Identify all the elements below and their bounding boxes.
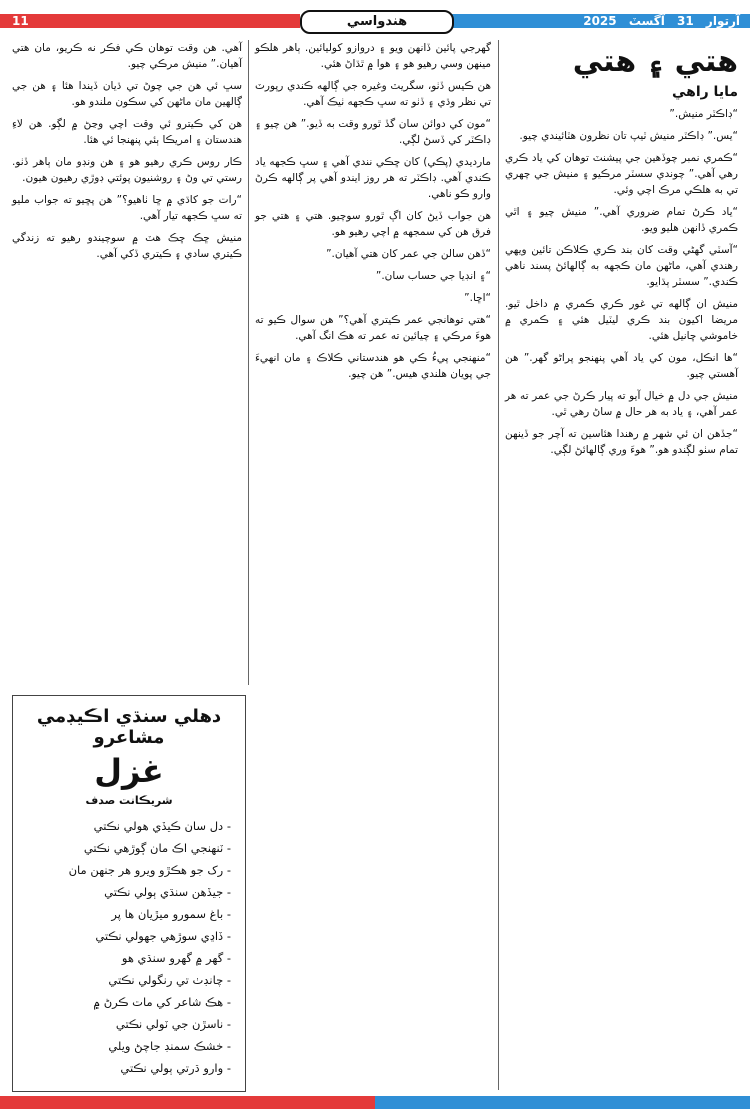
bottom-bar — [0, 1096, 750, 1109]
paragraph: “منهنجي پيءُ ڪي هو هندستاني ڪلاڪ ۽ مان انهيءَ جي پويان هلندي هيس.” هن چيو. — [255, 352, 491, 380]
paragraph: “اڇا.” — [464, 292, 491, 304]
poem-line: - خشڪ سمنڊ جاچڻ ويلي — [27, 1035, 231, 1057]
paragraph: منيش جي دل ۾ خيال آيو ته پيار ڪرڻ جي عمر ته هر عمر آهي، ۽ ياد به هر حال ۾ ساڻ رهي ٿي. — [505, 390, 738, 418]
poem-line: - ڏاڍي سوڙهي جهولي نڪتي — [27, 925, 231, 947]
poem-line: - گهر ۾ گهرو سنڌي هو — [27, 947, 231, 969]
paragraph: هن ڪيس ڏٺو، سگريٽ وغيره جي ڳالهه ڪندي رپورٽ تي نظر وڌي ۽ ڏٺو ته سڀ ڪجهه ٺيڪ آهي. — [255, 80, 491, 108]
paragraph: “ياد ڪرڻ تمام ضروري آهي.” منيش چيو ۽ اٿي ڪمري ڏانهن هليو ويو. — [505, 206, 738, 234]
paragraph: “ها انڪل، مون کي ياد آهي پنهنجو پراڻو گهر.” هن آهستي چيو. — [505, 352, 738, 380]
paragraph: هن کي ڪيترو ئي وقت اچي وڃڻ ۾ لڳو. هن لاءِ هندستان ۽ امريڪا ٻئي پنهنجا ئي هئا. — [12, 118, 242, 146]
month: آگسٽ — [628, 14, 665, 28]
column-3-body — [12, 40, 242, 262]
paragraph: منيش ڇڪ ڇڪ هٽ ۾ سوچيندو رهيو ته زندگي ڪيتري سادي ۽ ڪيتري ڏکي آهي. — [12, 232, 242, 260]
poem-line: - جيڏهن سنڌي ٻولي نڪتي — [27, 881, 231, 903]
poem-line: - ٽنهنجي اڪ مان ڳوڙهي نڪتي — [27, 837, 231, 859]
paragraph: ڪار روس ڪري رهيو هو ۽ هن ونڊو مان ٻاهر ڏٺو. رستي تي وڻ ۽ روشنيون پوئتي ڊوڙي رهيون هيون. — [12, 156, 242, 184]
poem-heading: دهلي سنڌي اڪيڊمي مشاعرو — [36, 706, 222, 748]
poem-box — [12, 695, 246, 1092]
column-divider — [248, 40, 249, 685]
paragraph: هن جواب ڏيڻ کان اڳ ٿورو سوچيو. هتي ۽ هتي جو فرق هن کي سمجهه ۾ اچي رهيو هو. — [255, 210, 491, 238]
paragraph: “ڏهن سالن جي عمر کان هتي آهيان.” — [326, 248, 491, 260]
column-2 — [255, 40, 491, 388]
top-bar — [0, 0, 750, 34]
paragraph: “آسٽي گهڻي وقت کان بند ڪري ڪلاڪن تائين ويهي رهندي آهي، ماڻهن مان ڪجهه به ڳالهائڻ پسند ناهي ڪندي.” سسٽر ٻڌايو. — [505, 244, 738, 288]
column-2-body — [255, 40, 491, 382]
paragraph: “رات جو کاڌي ۾ ڇا ٺاهيو؟” هن پڇيو ته جواب مليو ته سڀ ڪجهه تيار آهي. — [12, 194, 242, 222]
poem-line: - وارو ڌرتي ٻولي نڪتي — [27, 1057, 231, 1079]
page-number: 11 — [12, 14, 29, 28]
poem-line: - دل سان ڪيڏي هولي نڪتي — [27, 815, 231, 837]
poem-line: - هڪ شاعر کي مات ڪرڻ ۾ — [27, 991, 231, 1013]
column-divider — [498, 40, 499, 1090]
bottom-bar-red — [0, 1096, 375, 1109]
paragraph: گهرجي پائين ڏانهن ويو ۽ دروازو کوليائين. ٻاهر هلڪو مينهن وسي رهيو هو ۽ هوا ۾ ٿڌاڻ هئي. — [255, 42, 491, 70]
top-bar-red — [0, 14, 300, 28]
paragraph: آهي. هن وقت توهان ڪي فڪر نه ڪريو، مان هتي آهيان.” منيش مرڪي چيو. — [12, 42, 242, 70]
bottom-bar-blue — [375, 1096, 750, 1109]
column-3 — [12, 40, 242, 268]
date-number: 31 — [677, 14, 694, 28]
paragraph: “يس.” ڊاڪٽر منيش ٽيپ تان نظرون هٽائيندي چيو. — [519, 130, 738, 142]
poem-line: - چانڊٺ تي رنگولي نڪتي — [27, 969, 231, 991]
poem-line: - باغ سمورو ميڙيان ها پر — [27, 903, 231, 925]
paragraph: “ڪمري نمبر چوڏهين جي پيشنٽ توهان کي ياد ڪري رهي آهي.” چوندي سسٽر مرڪيو ۽ منيش جي چهري تي به هلڪي مرڪ اچي وئي. — [505, 152, 738, 196]
paragraph: “هتي توهانجي عمر ڪيتري آهي؟” هن سوال ڪيو ته هوءَ مرڪي ۽ چيائين ته عمر ته هڪ انگ آهي. — [255, 314, 491, 342]
poem-line: - رک جو هڪڙو ويرو هر جنهن مان — [27, 859, 231, 881]
paragraph: “مون کي دوائن سان گڏ ٿورو وقت به ڏيو.” هن چيو ۽ ڊاڪٽر کي ڏسڻ لڳي. — [255, 118, 491, 146]
poem-line: - ناسڙن جي ٽولي نڪتي — [27, 1013, 231, 1035]
day: آرتوار — [705, 14, 740, 28]
poem-genre: غزل — [94, 752, 164, 790]
poet-name: شريڪانت صدف — [85, 794, 173, 807]
article-author: مايا راهي — [671, 84, 738, 100]
column-1-body — [505, 106, 738, 458]
paragraph: “جڏهن ان ئي شهر ۾ رهندا هئاسين ته آچر جو ڏينهن تمام سٺو لڳندو هو.” هوءَ وري ڳالهائڻ لڳي. — [505, 428, 738, 456]
paragraph: “ڊاڪٽر منيش.” — [669, 108, 738, 120]
paragraph: سڀ ئي هن جي چوڻ تي ڌيان ڏيندا هئا ۽ هن جي ڳالهين مان ماڻهن کي سڪون ملندو هو. — [12, 80, 242, 108]
poem-lines — [13, 815, 245, 1079]
column-1 — [505, 40, 738, 464]
paragraph: منيش ان ڳالهه تي غور ڪري ڪمري ۾ داخل ٿيو. مريضا اکيون بند ڪري ليٽيل هئي ۽ ڪمري ۾ خاموشي ڇانيل هئي. — [505, 298, 738, 342]
masthead: هندواسي — [300, 10, 454, 34]
paragraph: مارديدي (پڪي) کان ڇڪي نندي آهي ۽ سڀ ڪجهه ياد ڪندي آهي. ڊاڪٽر ته هر روز ايندو آهي پر ڳالهه ڪرڻ وارو ڪو ناهي. — [255, 156, 491, 200]
paragraph: “۽ انڊيا جي حساب سان.” — [375, 270, 491, 282]
year: 2025 — [583, 14, 617, 28]
article-title: هتي ۽ هتي — [572, 44, 738, 79]
dateline — [575, 14, 740, 28]
